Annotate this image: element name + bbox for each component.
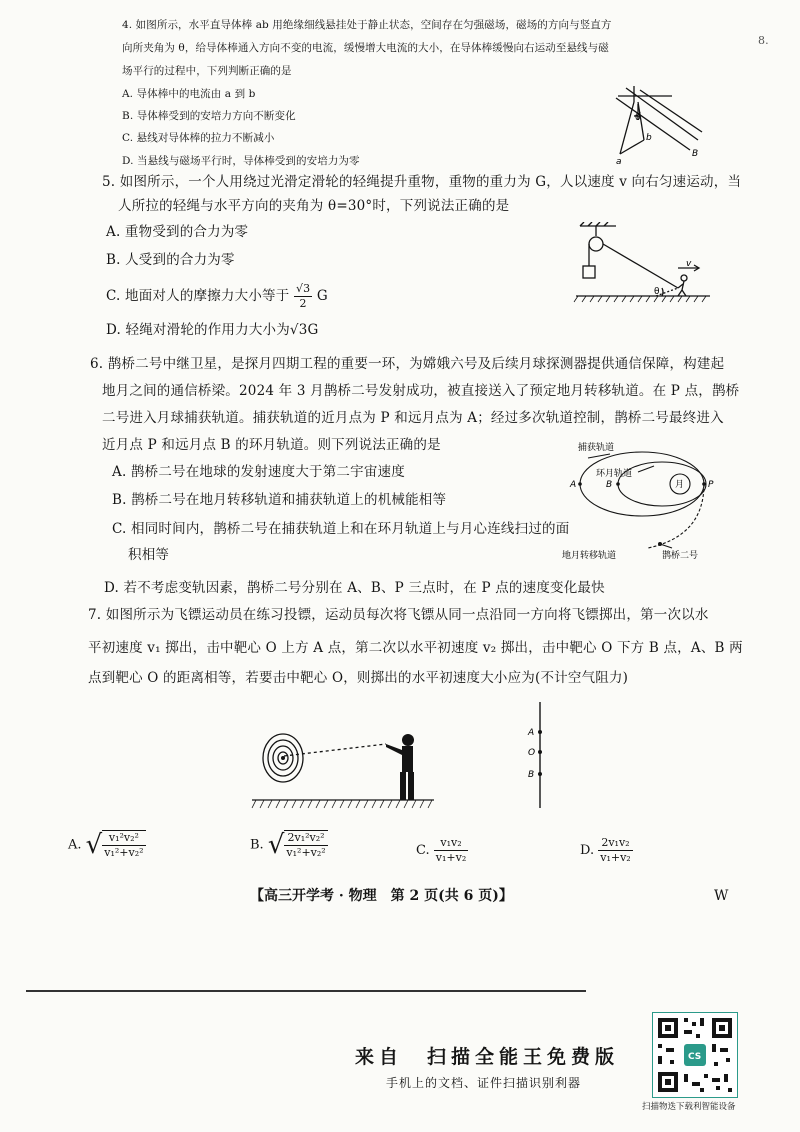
- q4-line-3: 场平行的过程中，下列判断正确的是: [122, 65, 292, 77]
- q7-label-O: O: [528, 748, 536, 758]
- q7-option-a-fraction: [102, 831, 145, 860]
- q5-figure: [568, 222, 718, 314]
- q7-option-c-numerator: v₁v₂: [434, 836, 468, 851]
- q7-option-d-numerator: 2v₁v₂: [598, 836, 632, 851]
- q6-label-lunar-orbit: 环月轨道: [596, 469, 633, 479]
- q4-label-b: b: [646, 133, 652, 143]
- q4-line-1: 4. 如图所示，水平直导体棒 ab 用绝缘细线悬挂处于静止状态，空间存在匀强磁场，磁场的方向与竖直方: [122, 19, 612, 31]
- q6-line-1: 6. 鹊桥二号中继卫星，是探月四期工程的重要一环，为嫦娥六号及后续月球探测器提供通信保障，构建起: [90, 356, 725, 372]
- q5-option-c-numerator: √3: [295, 282, 311, 295]
- q7-option-c-denominator: v₁+v₂: [435, 851, 467, 864]
- q6-label-moon: 月: [675, 480, 685, 490]
- q5-option-c: [106, 282, 328, 311]
- q6-option-d: D. 若不考虑变轨因素，鹊桥二号分别在 A、B、P 三点时，在 P 点的速度变化最快: [104, 580, 605, 596]
- q7-option-d-denominator: v₁+v₂: [600, 851, 631, 864]
- scanner-brand-title: 来自 扫描全能王免费版: [355, 1046, 620, 1068]
- q5-option-c-fraction: [294, 282, 312, 311]
- q7-line-2: 平初速度 v₁ 掷出，击中靶心 O 上方 A 点，第二次以水平初速度 v₂ 掷出，击中靶心 O 下方 B 点，A、B 两: [88, 640, 743, 656]
- q7-option-c-fraction: [434, 836, 468, 865]
- q6-label-B: B: [606, 480, 613, 490]
- q4-option-c: C. 悬线对导体棒的拉力不断减小: [122, 132, 275, 144]
- q4-option-a: A. 导体棒中的电流由 a 到 b: [122, 88, 256, 100]
- page-footer: 【高三开学考 · 物理 第 2 页(共 6 页)】: [250, 888, 513, 904]
- q6-option-b: B. 鹊桥二号在地月转移轨道和捕获轨道上的机械能相等: [112, 492, 447, 508]
- q7-option-b-label: B.: [250, 837, 264, 853]
- q5-label-theta: θ: [654, 287, 660, 297]
- q6-orbit-figure: [562, 436, 722, 564]
- q7-option-a-label: A.: [68, 837, 82, 853]
- q6-label-P: P: [708, 480, 714, 490]
- q7-option-d: [580, 836, 633, 865]
- scanner-brand-subtitle: 手机上的文档、证件扫描识别利器: [386, 1076, 582, 1090]
- q6-line-4: 近月点 P 和远月点 B 的环月轨道。则下列说法正确的是: [102, 437, 441, 453]
- q7-option-b-fraction: [284, 831, 327, 860]
- q4-label-B: B: [692, 149, 699, 159]
- qr-center-label: CS: [688, 1052, 702, 1062]
- q5-option-c-unit: G: [316, 288, 328, 304]
- q4-option-d: D. 当悬线与磁场平行时，导体棒受到的安培力为零: [122, 155, 360, 167]
- q6-label-transfer-orbit: 地月转移轨道: [562, 551, 617, 561]
- q5-option-b: B. 人受到的合力为零: [106, 252, 235, 268]
- q6-line-3: 二号进入月球捕获轨道。捕获轨道的近月点为 P 和远月点为 A；经过多次轨道控制，鹊桥二号最终进入: [102, 410, 724, 426]
- footer-mark: W: [714, 888, 729, 904]
- q7-option-c: [416, 836, 468, 865]
- q5-label-v: v: [686, 259, 692, 269]
- q7-line-1: 7. 如图所示为飞镖运动员在练习投镖，运动员每次将飞镖从同一点沿同一方向将飞镖掷出，第一次以水: [88, 607, 709, 623]
- sqrt-sign-icon: √: [85, 830, 103, 860]
- q4-figure: [598, 82, 708, 172]
- q7-option-a-numerator: v₁²v₂²: [102, 831, 145, 846]
- q4-line-2: 向所夹角为 θ，给导体棒通入方向不变的电流，缓慢增大电流的大小，在导体棒缓慢向右运动至悬线与磁: [122, 42, 609, 54]
- q7-label-B: B: [528, 770, 535, 780]
- q7-dart-figure: [248, 722, 438, 814]
- q7-option-b-sqrt: [268, 830, 328, 860]
- q5-option-a: A. 重物受到的合力为零: [106, 224, 249, 240]
- q6-label-A: A: [570, 480, 577, 490]
- q6-line-2: 地月之间的通信桥梁。2024 年 3 月鹊桥二号发射成功，被直接送入了预定地月转移轨道。在 P 点，鹊桥: [102, 383, 740, 399]
- q4-label-theta: θ: [635, 113, 641, 123]
- q7-target-line-figure: [520, 700, 556, 812]
- q6-option-a: A. 鹊桥二号在地球的发射速度大于第二宇宙速度: [112, 464, 405, 480]
- q7-option-a: [68, 830, 146, 860]
- q7-option-d-label: D.: [580, 843, 595, 858]
- q6-label-satellite: 鹊桥二号: [662, 551, 699, 561]
- q7-option-a-sqrt: [86, 830, 146, 860]
- q7-option-d-fraction: [598, 836, 632, 865]
- q7-line-3: 点到靶心 O 的距离相等，若要击中靶心 O，则掷出的水平初速度大小应为(不计空气阻力): [88, 670, 629, 686]
- q7-label-A: A: [528, 728, 535, 738]
- qr-caption: 扫描物迭下载利智能设备: [642, 1102, 736, 1112]
- q7-option-a-denominator: v₁²+v₂²: [104, 846, 144, 859]
- scan-edge-line: [26, 990, 586, 992]
- q5-option-c-text: C. 地面对人的摩擦力大小等于: [106, 288, 290, 304]
- q4-label-a: a: [616, 157, 622, 167]
- q7-option-b-numerator: 2v₁²v₂²: [284, 831, 327, 846]
- q6-option-c-line-1: C. 相同时间内，鹊桥二号在捕获轨道上和在环月轨道上与月心连线扫过的面: [112, 521, 570, 537]
- q5-line-2: 人所拉的轻绳与水平方向的夹角为 θ=30°时，下列说法正确的是: [118, 198, 510, 214]
- q5-option-c-denominator: 2: [299, 297, 307, 310]
- corner-mark: 8.: [758, 34, 769, 47]
- q7-option-c-label: C.: [416, 843, 430, 858]
- sqrt-sign-icon: √: [267, 830, 285, 860]
- q7-option-b-denominator: v₁²+v₂²: [286, 846, 326, 859]
- q5-line-1: 5. 如图所示，一个人用绕过光滑定滑轮的轻绳提升重物，重物的重力为 G，人以速度 v 向右匀速运动，当: [102, 174, 742, 190]
- q6-label-capture-orbit: 捕获轨道: [578, 443, 615, 453]
- q5-option-d: D. 轻绳对滑轮的作用力大小为√3G: [106, 322, 319, 338]
- qr-code-icon[interactable]: [652, 1012, 738, 1098]
- q6-option-c-line-2: 积相等: [128, 547, 170, 563]
- q4-option-b: B. 导体棒受到的安培力方向不断变化: [122, 110, 296, 122]
- q7-option-b: [250, 830, 328, 860]
